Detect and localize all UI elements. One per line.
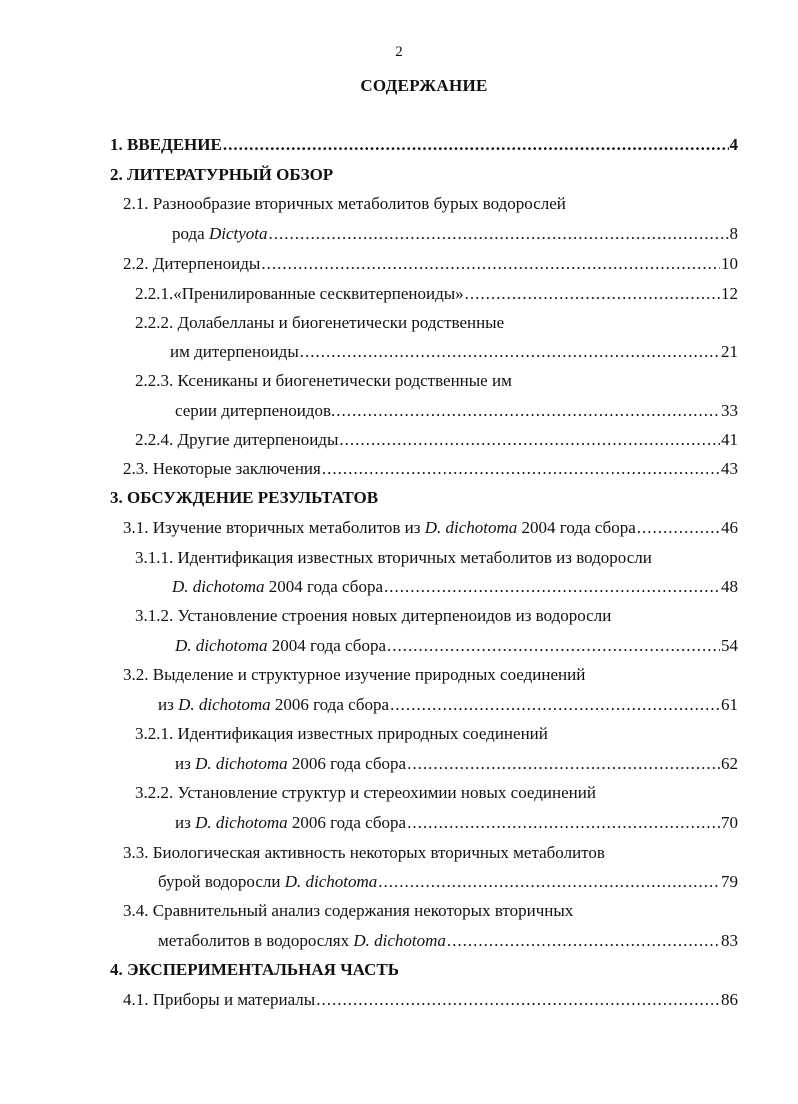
toc-leader <box>407 812 720 834</box>
toc-page: 10 <box>721 254 738 273</box>
toc-page: 43 <box>721 459 738 478</box>
toc-leader <box>339 429 720 451</box>
toc-entry-4-1 <box>123 989 738 1011</box>
toc-entry-3-1-2 <box>175 635 738 657</box>
toc-page: 83 <box>721 931 738 950</box>
page-title: СОДЕРЖАНИЕ <box>360 76 488 95</box>
toc-section-heading: 2. ЛИТЕРАТУРНЫЙ ОБЗОР <box>110 165 334 184</box>
toc-entry-3-4 <box>158 930 738 952</box>
toc-entry-2-3 <box>123 458 738 480</box>
toc-entry-3-3 <box>158 871 738 893</box>
toc-label: метаболитов в водорослях D. dichotoma <box>158 931 446 950</box>
toc-section-heading: 4. ЭКСПЕРИМЕНТАЛЬНАЯ ЧАСТЬ <box>110 960 399 979</box>
toc-entry-3-1-1 <box>172 576 738 598</box>
toc-label: из D. dichotoma 2006 года сбора <box>175 754 407 773</box>
toc-label: из D. dichotoma 2006 года сбора <box>158 695 390 714</box>
toc-entry-3-2-1 <box>175 753 738 775</box>
toc-entry-2-2-3-line1: 2.2.3. Ксениканы и биогенетически родственные им <box>135 371 512 390</box>
toc-label: им дитерпеноиды <box>170 342 299 361</box>
toc-label: D. dichotoma 2004 года сбора <box>172 577 383 596</box>
toc-entry-3-2-line1: 3.2. Выделение и структурное изучение природных соединений <box>123 665 586 684</box>
toc-page: 4 <box>729 135 738 154</box>
toc-entry-2-2-4 <box>135 429 738 451</box>
toc-page: 48 <box>721 577 738 596</box>
toc-label: рода Dictyota <box>172 224 268 243</box>
toc-entry-2-2-3 <box>175 400 738 422</box>
toc-leader <box>387 635 720 657</box>
toc-label: 2.3. Некоторые заключения <box>123 459 321 478</box>
toc-leader <box>390 694 720 716</box>
toc-entry-3-4-line1: 3.4. Сравнительный анализ содержания некоторых вторичных <box>123 901 574 920</box>
toc-entry-2-2-2 <box>170 341 738 363</box>
toc-page: 41 <box>721 430 738 449</box>
toc-label: 1. ВВЕДЕНИЕ <box>110 135 222 154</box>
toc-entry-2-2 <box>123 253 738 275</box>
toc-entry-3-2-2 <box>175 812 738 834</box>
toc-leader <box>261 253 720 275</box>
toc-label: 4.1. Приборы и материалы <box>123 990 316 1009</box>
toc-leader <box>378 871 720 893</box>
toc-entry-3-1-1-line1: 3.1.1. Идентификация известных вторичных метаболитов из водоросли <box>135 548 652 567</box>
toc-page: 33 <box>721 401 738 420</box>
toc-page: 61 <box>721 695 738 714</box>
toc-leader <box>447 930 720 952</box>
toc-label: D. dichotoma 2004 года сбора <box>175 636 386 655</box>
toc-leader <box>465 283 720 305</box>
toc-entry-3-1 <box>123 517 738 539</box>
toc-leader <box>322 458 720 480</box>
toc-label: 2.2. Дитерпеноиды <box>123 254 261 273</box>
toc-page: 12 <box>721 284 738 303</box>
toc-entry-3-2-1-line1: 3.2.1. Идентификация известных природных соединений <box>135 724 548 743</box>
toc-leader <box>336 400 720 422</box>
toc-entry-introduction <box>110 134 738 156</box>
toc-page: 54 <box>721 636 738 655</box>
toc-label: из D. dichotoma 2006 года сбора <box>175 813 407 832</box>
toc-page: 46 <box>721 518 738 537</box>
toc-label: 2.2.4. Другие дитерпеноиды <box>135 430 339 449</box>
toc-entry-3-1-2-line1: 3.1.2. Установление строения новых дитерпеноидов из водоросли <box>135 606 612 625</box>
toc-page: 21 <box>721 342 738 361</box>
toc-label: 3.1. Изучение вторичных метаболитов из D. dichotoma 2004 года сбора <box>123 518 636 537</box>
toc-page: 8 <box>729 224 738 243</box>
toc-section-heading: 3. ОБСУЖДЕНИЕ РЕЗУЛЬТАТОВ <box>110 488 379 507</box>
toc-page: 62 <box>721 754 738 773</box>
toc-page: 86 <box>721 990 738 1009</box>
toc-entry-2-2-1 <box>135 283 738 305</box>
toc-label: серии дитерпеноидов. <box>175 401 336 420</box>
toc-leader <box>269 223 729 245</box>
toc-leader <box>300 341 720 363</box>
toc-page: 70 <box>721 813 738 832</box>
toc-entry-3-3-line1: 3.3. Биологическая активность некоторых вторичных метаболитов <box>123 843 605 862</box>
toc-entry-2-1-line1: 2.1. Разнообразие вторичных метаболитов бурых водорослей <box>123 194 566 213</box>
toc-leader <box>407 753 720 775</box>
toc-label: 2.2.1.«Пренилированные сесквитерпеноиды» <box>135 284 464 303</box>
toc-entry-3-2 <box>158 694 738 716</box>
toc-leader <box>384 576 720 598</box>
toc-leader <box>223 134 729 156</box>
toc-entry-2-1 <box>172 223 738 245</box>
toc-leader <box>637 517 720 539</box>
toc-entry-3-2-2-line1: 3.2.2. Установление структур и стереохимии новых соединений <box>135 783 596 802</box>
page-number: 2 <box>395 44 403 60</box>
toc-entry-2-2-2-line1: 2.2.2. Долабелланы и биогенетически родственные <box>135 313 505 332</box>
toc-leader <box>316 989 720 1011</box>
toc-label: бурой водоросли D. dichotoma <box>158 872 378 891</box>
toc-page: 79 <box>721 872 738 891</box>
